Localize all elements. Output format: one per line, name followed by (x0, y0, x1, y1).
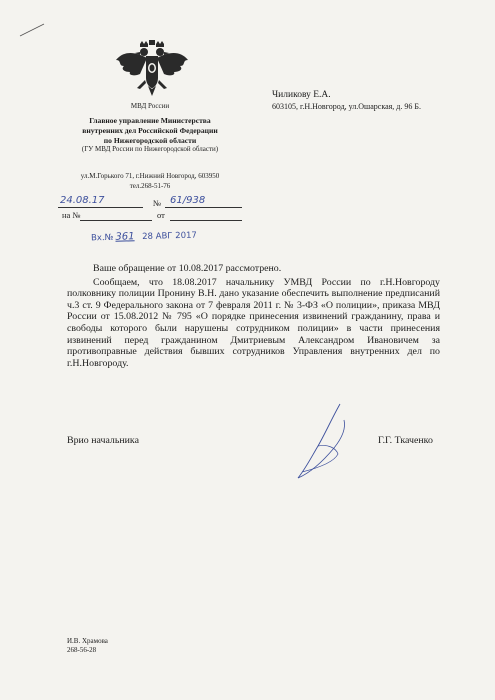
number-label: № (153, 198, 162, 208)
stamp-number: 361 (115, 231, 135, 243)
agency-name-line: по Нижегородской области (103, 135, 197, 145)
pen-mark (18, 22, 48, 38)
recipient-name: Чиликову Е.А. (272, 90, 331, 100)
outgoing-number: 61/938 (170, 195, 206, 206)
agency-name-line: Главное управление Министерства (89, 116, 211, 125)
executor-name: И.В. Храмова (67, 637, 108, 645)
stamp-prefix: Вх.№ (90, 232, 114, 244)
agency-address (50, 172, 250, 191)
executor-phone: 268-56-28 (67, 646, 97, 654)
address-line: ул.М.Горького 71, г.Нижний Новгород, 603950 (80, 172, 220, 180)
phone-line: тел.268-51-76 (129, 181, 171, 190)
body-paragraph: Ваше обращение от 10.08.2017 рассмотрено. (93, 263, 282, 274)
agency-short-name: МВД России (130, 102, 170, 110)
agency-abbreviation: (ГУ МВД России по Нижегородской области) (81, 145, 219, 154)
outgoing-date: 24.08.17 (60, 195, 105, 206)
signer-name: Г.Г. Ткаченко (378, 435, 433, 446)
agency-name-block (50, 116, 250, 155)
letter-body (67, 263, 440, 371)
signer-title: Врио начальника (67, 435, 139, 446)
agency-name-line: внутренних дел Российской Федерации (82, 125, 218, 135)
body-paragraph: Сообщаем, что 18.08.2017 начальнику УМВД России по г.Н.Новгороду полковнику полиции Пронину В.Н. дано указание обеспечить выполнение предписаний ч.3 ст. 9 Федерального закона от 7 февраля 2011 г. № 3-ФЗ «О полиции», приказа МВД России от 15.08.2012 № 795 «О порядке принесения извинений гражданину, права и свободы которого были нарушены сотрудником полиции» в части принесения извинений перед гражданином Дмитриевым Александром Ивановичем за противоправные действия бывших сотрудников Управления внутренних дел по г.Н.Новгороду. (67, 276, 440, 369)
eagle-emblem-icon (114, 40, 190, 102)
date-underline (58, 207, 143, 208)
number-underline (165, 207, 242, 208)
incoming-stamp (91, 230, 197, 244)
on-number-underline (80, 220, 152, 221)
on-number-label: на № (62, 210, 81, 220)
from-label: от (157, 210, 165, 220)
from-underline (170, 220, 242, 221)
recipient-address: 603105, г.Н.Новгород, ул.Ошарская, д. 96 Б. (272, 102, 421, 111)
executor-block (67, 637, 108, 655)
stamp-date: 28 АВГ 2017 (142, 230, 198, 243)
handwritten-signature (288, 402, 358, 482)
recipient-block (272, 89, 421, 113)
